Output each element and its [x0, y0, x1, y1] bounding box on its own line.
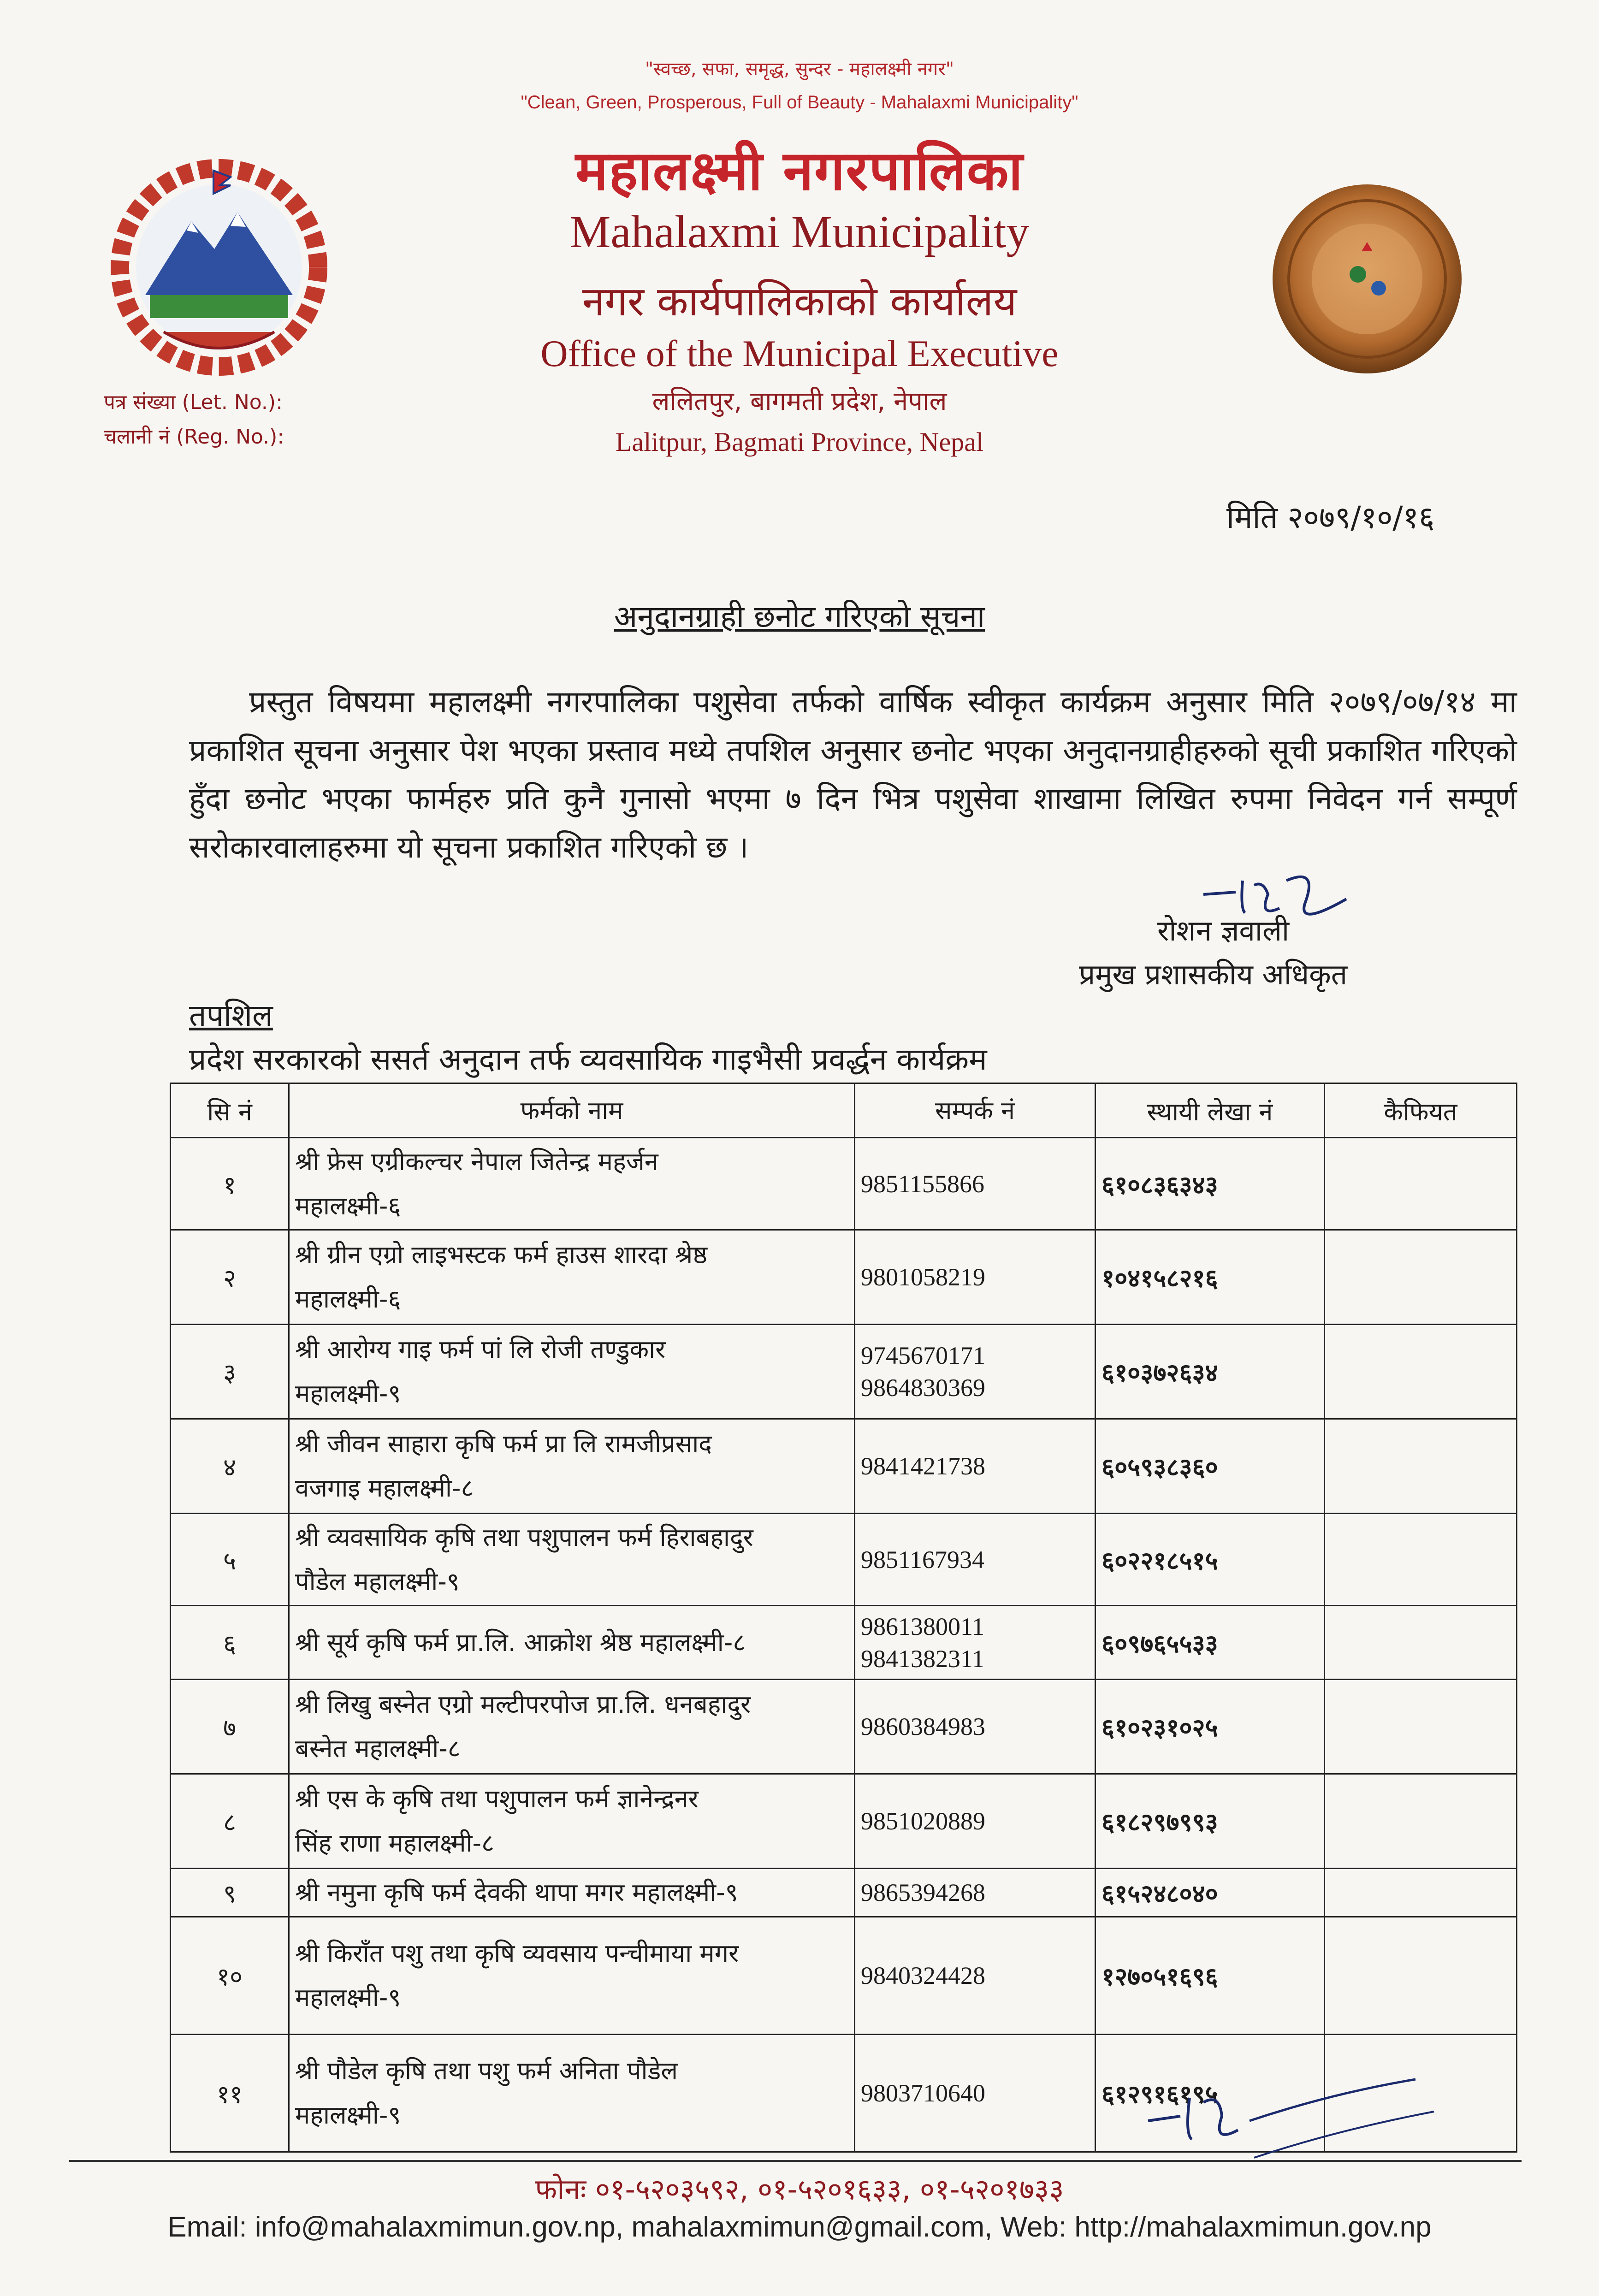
row-serial-number: २ [171, 1230, 289, 1325]
header-sn: सि नं [171, 1083, 289, 1138]
row-pan-number: १०४१५८२१६ [1096, 1230, 1325, 1325]
row-farm-name [289, 2035, 855, 2152]
farm-name-line-2: वजगाइ महालक्ष्मी-८ [295, 1473, 474, 1503]
farm-name-line-2: महालक्ष्मी-९ [295, 2101, 401, 2130]
row-remarks [1325, 1606, 1517, 1680]
farm-name-line-1: श्री ग्रीन एग्रो लाइभस्टक फर्म हाउस शारदा श्रेष्ठ [295, 1240, 708, 1269]
slogan-english: "Clean, Green, Prosperous, Full of Beauty - Mahalaxmi Municipality" [521, 92, 1078, 112]
table-row [171, 1230, 1517, 1325]
row-pan-number: ६०९७६५५३३ [1096, 1606, 1325, 1680]
farm-name-line-2: महालक्ष्मी-६ [295, 1284, 401, 1314]
row-serial-number: ८ [171, 1774, 289, 1869]
row-pan-number: ६०२२१८५१५ [1096, 1514, 1325, 1606]
row-remarks [1325, 1774, 1517, 1869]
table-row [171, 1917, 1517, 2035]
row-serial-number: ९ [171, 1869, 289, 1917]
farm-name-line-2: महालक्ष्मी-९ [295, 1379, 401, 1408]
table-row [171, 1325, 1517, 1419]
row-farm-name [289, 1325, 855, 1419]
row-contact-number [855, 1869, 1096, 1917]
row-remarks [1325, 1138, 1517, 1230]
row-remarks [1325, 1325, 1517, 1419]
row-remarks [1325, 2035, 1517, 2152]
row-farm-name [289, 1606, 855, 1680]
row-remarks [1325, 1230, 1517, 1325]
table-header-row [171, 1083, 1517, 1138]
row-contact-number [855, 1230, 1096, 1325]
row-pan-number: ६१०२३१०२५ [1096, 1680, 1325, 1774]
row-farm-name [289, 1230, 855, 1325]
footer-contact: Email: info@mahalaxmimun.gov.np, mahalaxmimun@gmail.com, Web: http://mahalaxmimun.gov.np [167, 2211, 1432, 2243]
address-english: Lalitpur, Bagmati Province, Nepal [615, 427, 984, 457]
contact-number-2: 9841382311 [861, 1645, 984, 1673]
row-pan-number: ६१०८३६३४३ [1096, 1138, 1325, 1230]
farm-name-line-1: श्री व्यवसायिक कृषि तथा पशुपालन फर्म हिराबहादुर [295, 1522, 753, 1552]
row-serial-number: ४ [171, 1419, 289, 1514]
row-contact-number [855, 2035, 1096, 2152]
contact-number-1: 9861380011 [861, 1612, 984, 1640]
farm-name-line-2: बस्नेत महालक्ष्मी-८ [295, 1734, 461, 1763]
farm-name-line-2: महालक्ष्मी-९ [295, 1983, 401, 2012]
document-date: मिति २०७९/१०/१६ [1226, 500, 1435, 535]
municipality-title-nepali: महालक्ष्मी नगरपालिका [575, 139, 1024, 202]
row-farm-name [289, 1917, 855, 2035]
row-contact-number [855, 1138, 1096, 1230]
contact-number-1: 9840324428 [861, 1962, 985, 1989]
signatory-name: रोशन ज्ञवाली [1157, 914, 1290, 947]
slogan-nepali: "स्वच्छ, सफा, समृद्ध, सुन्दर - महालक्ष्मी नगर" [645, 59, 954, 80]
row-serial-number: ६ [171, 1606, 289, 1680]
farm-name-line-2: सिंह राणा महालक्ष्मी-८ [295, 1829, 495, 1858]
notice-title: अनुदानग्राही छनोट गरिएको सूचना [614, 599, 985, 634]
table-row [171, 2035, 1517, 2152]
footer-divider [69, 2160, 1522, 2162]
office-name-english: Office of the Municipal Executive [540, 332, 1059, 374]
table-row [171, 1514, 1517, 1606]
farm-name-line-1: श्री फ्रेस एग्रीकल्चर नेपाल जितेन्द्र महर्जन [295, 1147, 658, 1176]
row-pan-number: ६१८२९७९९३ [1096, 1774, 1325, 1869]
table-row [171, 1774, 1517, 1869]
program-title: प्रदेश सरकारको ससर्त अनुदान तर्फ व्यवसायिक गाइभैसी प्रवर्द्धन कार्यक्रम [189, 1041, 987, 1077]
farm-name-line-1: श्री पौडेल कृषि तथा पशु फर्म अनिता पौडेल [295, 2056, 678, 2085]
contact-number-2: 9864830369 [861, 1374, 985, 1402]
row-contact-number [855, 1514, 1096, 1606]
row-serial-number: ५ [171, 1514, 289, 1606]
contact-number-1: 9865394268 [861, 1879, 985, 1906]
row-contact-number [855, 1606, 1096, 1680]
contact-number-1: 9860384983 [861, 1713, 985, 1740]
header-remarks: कैफियत [1325, 1083, 1517, 1138]
row-farm-name [289, 1774, 855, 1869]
row-contact-number [855, 1680, 1096, 1774]
table-row [171, 1606, 1517, 1680]
farm-name-line-1: श्री लिखु बस्नेत एग्रो मल्टीपरपोज प्रा.लि. धनबहादुर [295, 1690, 751, 1719]
contact-number-1: 9801058219 [861, 1263, 985, 1291]
contact-number-1: 9851155866 [861, 1170, 984, 1198]
row-farm-name [289, 1419, 855, 1514]
row-serial-number: १० [171, 1917, 289, 2035]
farm-name-line-1: श्री आरोग्य गाइ फर्म पां लि रोजी तण्डुकार [295, 1335, 666, 1364]
row-pan-number: ६०५९३८३६० [1096, 1419, 1325, 1514]
contact-number-1: 9851167934 [861, 1545, 984, 1574]
row-remarks [1325, 1917, 1517, 2035]
header-pan: स्थायी लेखा नं [1096, 1083, 1325, 1138]
table-row [171, 1419, 1517, 1514]
farm-name-line-1: श्री किराँत पशु तथा कृषि व्यवसाय पन्चीमाया मगर [295, 1939, 739, 1968]
office-name-nepali: नगर कार्यपालिकाको कार्यालय [582, 278, 1017, 325]
table-row [171, 1138, 1517, 1230]
farm-name-line-1: श्री सूर्य कृषि फर्म प्रा.लि. आक्रोश श्रेष्ठ महालक्ष्मी-८ [295, 1627, 746, 1657]
row-pan-number: ६१२९१६१९५ [1096, 2035, 1325, 2152]
header-contact: सम्पर्क नं [855, 1083, 1096, 1138]
row-pan-number: १२७०५१६९६ [1096, 1917, 1325, 2035]
contact-number-1: 9803710640 [861, 2079, 985, 2107]
row-farm-name [289, 1680, 855, 1774]
row-remarks [1325, 1419, 1517, 1514]
farm-name-line-2: महालक्ष्मी-६ [295, 1191, 401, 1220]
row-pan-number: ६१०३७२६३४ [1096, 1325, 1325, 1419]
header-farm-name: फर्मको नाम [289, 1083, 855, 1138]
footer-phone: फोनः ०१-५२०३५९२, ०१-५२०१६३३, ०१-५२०१७३३ [535, 2172, 1064, 2206]
farm-name-line-1: श्री नमुना कृषि फर्म देवकी थापा मगर महालक्ष्मी-९ [295, 1878, 738, 1907]
letter-number-label: पत्र संख्या (Let. No.): [104, 391, 283, 414]
address-nepali: ललितपुर, बागमती प्रदेश, नेपाल [652, 386, 947, 416]
contact-number-1: 9841421738 [861, 1452, 985, 1480]
row-farm-name [289, 1514, 855, 1606]
row-serial-number: १ [171, 1138, 289, 1230]
registration-number-label: चलानी नं (Reg. No.): [104, 425, 284, 449]
row-contact-number [855, 1419, 1096, 1514]
grantee-table [170, 1083, 1517, 2153]
contact-number-1: 9745670171 [861, 1342, 985, 1369]
signatory-title: प्रमुख प्रशासकीय अधिकृत [1079, 958, 1348, 991]
row-contact-number [855, 1325, 1096, 1419]
notice-body: प्रस्तुत विषयमा महालक्ष्मी नगरपालिका पशुसेवा तर्फको वार्षिक स्वीकृत कार्यक्रम अनुसार मिति २०७९/०७/१४ मा प्रकाशित सूचना अनुसार पेश भएका प्रस्ताव मध्ये तपशिल अनुसार छनोट भएका अनुदानग्राहीहरुको सूची प्रकाशित गरिएको हुँदा छनोट भएका फार्महरु प्रति कुनै गुनासो भएमा ७ दिन भित्र पशुसेवा शाखामा लिखित रुपमा निवेदन गर्न सम्पूर्ण सरोकारवालाहरुमा यो सूचना प्रकाशित गरिएको छ । [189, 684, 1517, 865]
farm-name-line-1: श्री जीवन साहारा कृषि फर्म प्रा लि रामजीप्रसाद [295, 1429, 712, 1458]
row-serial-number: ७ [171, 1680, 289, 1774]
row-serial-number: ११ [171, 2035, 289, 2152]
municipality-title-english: Mahalaxmi Municipality [569, 206, 1030, 257]
contact-number-1: 9851020889 [861, 1807, 985, 1835]
row-serial-number: ३ [171, 1325, 289, 1419]
row-pan-number: ६१५२४८०४० [1096, 1869, 1325, 1917]
row-farm-name [289, 1869, 855, 1917]
schedule-label: तपशिल [189, 998, 273, 1033]
row-remarks [1325, 1514, 1517, 1606]
farm-name-line-1: श्री एस के कृषि तथा पशुपालन फर्म ज्ञानेन्द्रनर [295, 1784, 699, 1813]
row-remarks [1325, 1680, 1517, 1774]
row-contact-number [855, 1917, 1096, 2035]
table-row [171, 1869, 1517, 1917]
farm-name-line-2: पौडेल महालक्ष्मी-९ [295, 1567, 460, 1596]
table-row [171, 1680, 1517, 1774]
row-contact-number [855, 1774, 1096, 1869]
row-remarks [1325, 1869, 1517, 1917]
row-farm-name [289, 1138, 855, 1230]
